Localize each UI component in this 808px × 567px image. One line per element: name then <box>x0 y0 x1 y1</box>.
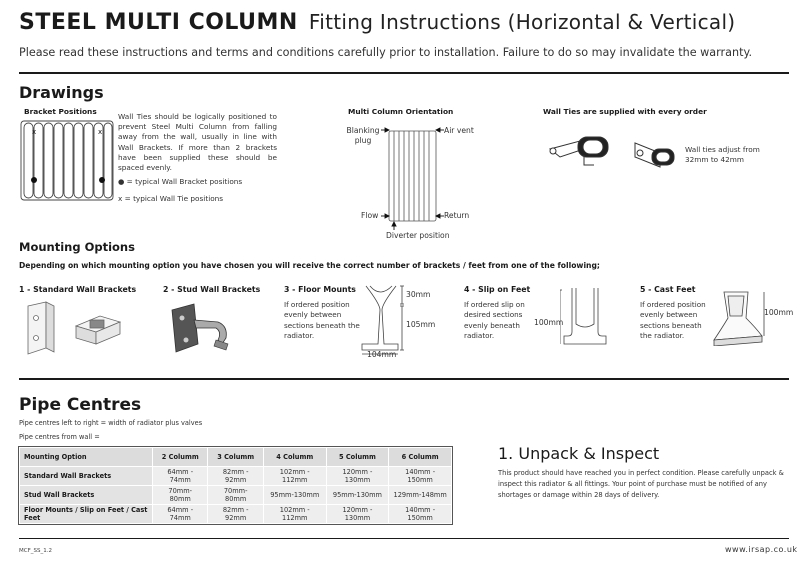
table-cell: 129mm-148mm <box>389 486 452 505</box>
divider <box>19 538 789 539</box>
option-4-text: If ordered slip on desired sections evenly beneath radiator. <box>464 300 525 341</box>
table-header-cell: 6 Columm <box>389 448 452 467</box>
wall-ties-text: Wall ties adjust from 32mm to 42mm <box>685 145 760 165</box>
tie-mark: x <box>32 128 37 136</box>
option-3-title: 3 - Floor Mounts <box>284 285 356 294</box>
pipe-line-2: Pipe centres from wall = <box>19 433 100 441</box>
bracket-dot <box>31 177 37 183</box>
table-header-cell: 3 Columm <box>208 448 263 467</box>
table-cell: Standard Wall Brackets <box>20 467 153 486</box>
flow-label: Flow <box>361 211 379 220</box>
mounting-intro: Depending on which mounting option you have chosen you will receive the correct number of brackets / feet from one of the following; <box>19 261 600 270</box>
bracket-dot <box>99 177 105 183</box>
table-row <box>20 467 452 486</box>
radiator-bracket-diagram <box>20 118 114 204</box>
floor-dim-side: 105mm <box>406 320 436 329</box>
option-2-title: 2 - Stud Wall Brackets <box>163 285 261 294</box>
mounting-heading: Mounting Options <box>19 240 135 254</box>
slip-on-feet-diagram <box>560 284 610 350</box>
return-label: Return <box>444 211 470 220</box>
bracket-positions-heading: Bracket Positions <box>24 107 97 116</box>
orientation-heading: Multi Column Orientation <box>348 107 454 116</box>
table-cell: 102mm - 112mm <box>263 505 326 524</box>
table-cell: 64mm - 74mm <box>153 467 208 486</box>
wall-tie-illustration <box>540 127 690 182</box>
title-light: Fitting Instructions (Horizontal & Vertical) <box>308 10 736 34</box>
table-cell: Stud Wall Brackets <box>20 486 153 505</box>
table-cell: 140mm - 150mm <box>389 505 452 524</box>
table-cell: 140mm - 150mm <box>389 467 452 486</box>
diverter-label: Diverter position <box>386 231 450 240</box>
option-4-title: 4 - Slip on Feet <box>464 285 531 294</box>
wall-ties-heading: Wall Ties are supplied with every order <box>543 107 707 116</box>
standard-bracket-illustration <box>20 298 130 358</box>
table-header-cell: 2 Columm <box>153 448 208 467</box>
intro-text: Please read these instructions and terms and conditions carefully prior to installation. Failure to do so may invalidate the warranty. <box>19 46 753 59</box>
table-cell: 70mm- 80mm <box>208 486 263 505</box>
orientation-diagram <box>378 124 446 234</box>
table-cell: Floor Mounts / Slip on Feet / Cast Feet <box>20 505 153 524</box>
table-header-row <box>20 448 452 467</box>
air-vent-label: Air vent <box>444 126 474 135</box>
unpack-text: This product should have reached you in perfect condition. Please carefully unpack & inspect this radiator & all fittings. Your point of purchase must be notified of any shortages or damage within 28 days of delivery. <box>498 469 784 500</box>
table-cell: 95mm-130mm <box>263 486 326 505</box>
title-bold: STEEL MULTI COLUMN <box>19 10 298 35</box>
table-cell: 102mm - 112mm <box>263 467 326 486</box>
option-5-title: 5 - Cast Feet <box>640 285 696 294</box>
page-title <box>19 10 735 35</box>
table-cell: 120mm - 130mm <box>326 505 389 524</box>
floor-dim-bottom: 104mm <box>367 350 397 359</box>
table-cell: 95mm-130mm <box>326 486 389 505</box>
option-5-text: If ordered position evenly between sections beneath the radiator. <box>640 300 706 341</box>
pipe-line-1: Pipe centres left to right = width of radiator plus valves <box>19 419 203 427</box>
tie-mark: x <box>98 128 103 136</box>
pipe-centres-table <box>19 447 452 524</box>
slip-dim-side: 100mm <box>534 318 564 327</box>
table-header-cell: 5 Columm <box>326 448 389 467</box>
pipe-centres-heading: Pipe Centres <box>19 395 142 415</box>
table-cell: 70mm- 80mm <box>153 486 208 505</box>
legend-bracket: ● = typical Wall Bracket positions <box>118 177 243 186</box>
option-1-title: 1 - Standard Wall Brackets <box>19 285 137 294</box>
unpack-heading: 1. Unpack & Inspect <box>498 444 660 463</box>
table-cell: 64mm - 74mm <box>153 505 208 524</box>
divider <box>19 72 789 74</box>
cast-feet-diagram <box>708 288 766 346</box>
option-3-text: If ordered position evenly between sections beneath the radiator. <box>284 300 360 341</box>
table-cell: 120mm - 130mm <box>326 467 389 486</box>
stud-bracket-illustration <box>168 300 238 358</box>
blanking-plug-label: Blanking plug <box>346 126 380 145</box>
document-code: MCF_SS_1.2 <box>19 548 52 554</box>
table-header-cell: Mounting Option <box>20 448 153 467</box>
table-header-cell: 4 Columm <box>263 448 326 467</box>
cast-dim-side: 100mm <box>764 308 794 317</box>
table-cell: 82mm - 92mm <box>208 505 263 524</box>
table-row <box>20 486 452 505</box>
website: www.irsap.co.uk <box>725 545 798 554</box>
divider <box>19 378 789 380</box>
table-row <box>20 505 452 524</box>
legend-tie: x = typical Wall Tie positions <box>118 194 224 203</box>
bracket-positions-text: Wall Ties should be logically positioned to prevent Steel Multi Column from falling away from the wall, usually in line with Wall Brackets. If more than 2 brackets have been supplied these should be spaced evenly. <box>118 112 277 173</box>
table-cell: 82mm - 92mm <box>208 467 263 486</box>
floor-dim-top: 30mm <box>406 290 431 299</box>
drawings-heading: Drawings <box>19 83 104 102</box>
